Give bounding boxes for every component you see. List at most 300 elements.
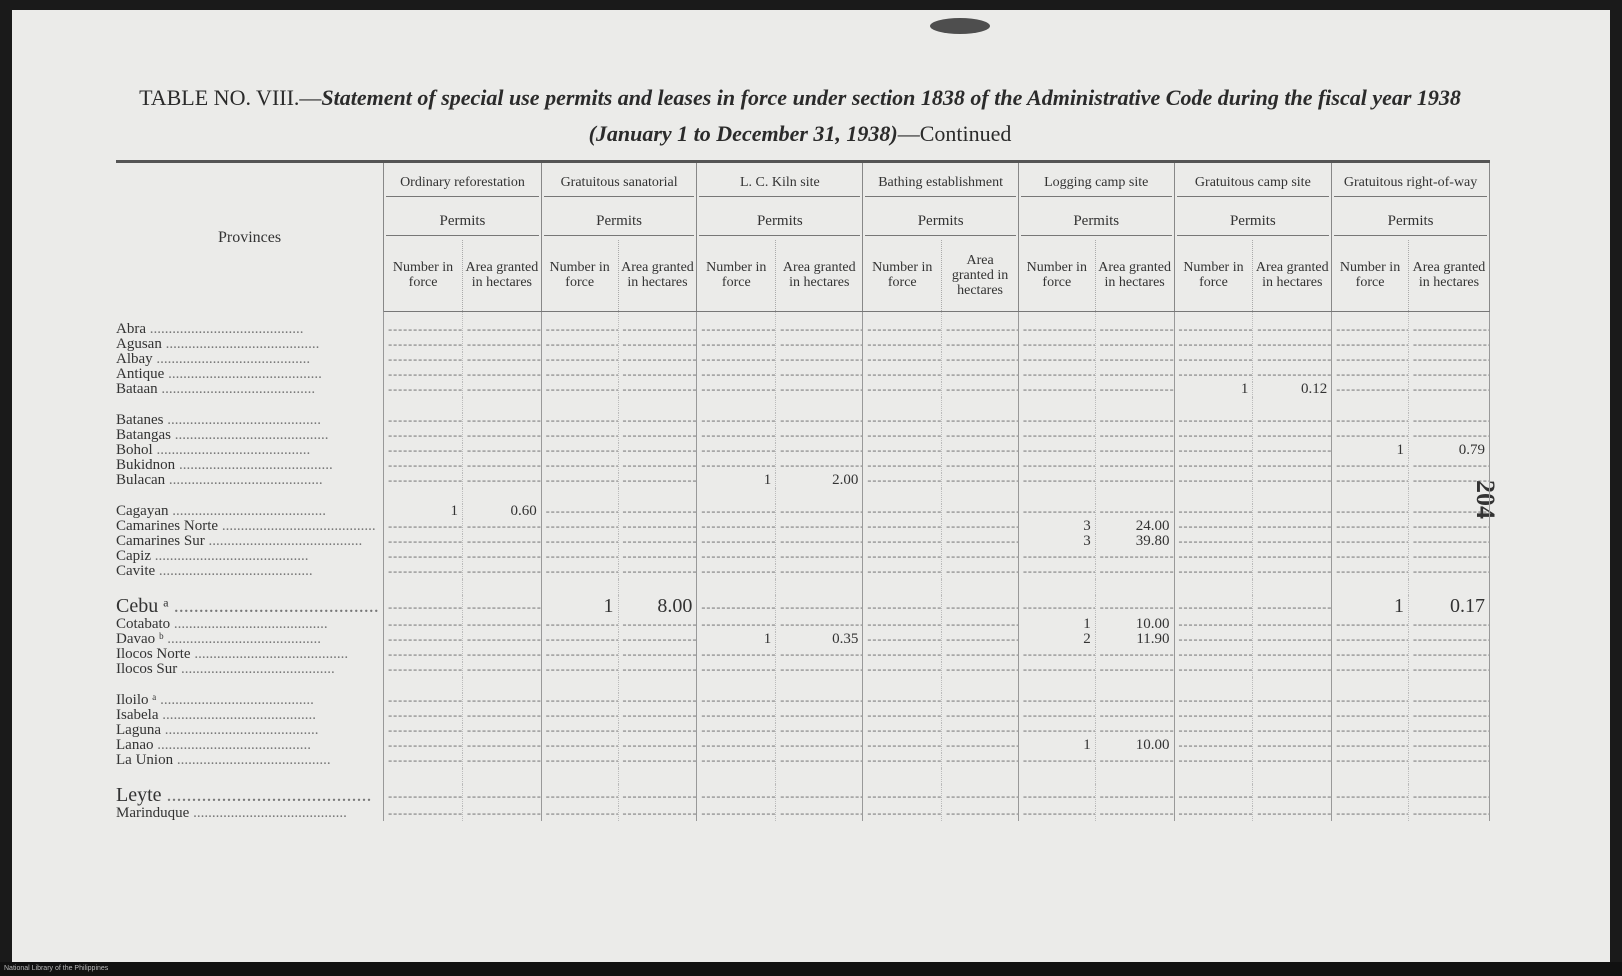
number-in-force-cell	[541, 632, 618, 647]
number-in-force-cell	[1174, 784, 1253, 806]
number-in-force-cell	[384, 428, 463, 443]
area-granted-cell	[618, 723, 697, 738]
area-granted-cell	[618, 337, 697, 352]
number-in-force-cell	[863, 662, 942, 677]
number-in-force-cell	[1174, 662, 1253, 677]
area-granted-cell	[618, 352, 697, 367]
number-in-force-cell	[697, 337, 776, 352]
area-granted-cell	[1253, 413, 1332, 428]
permits-header: Permits	[1018, 210, 1174, 240]
area-granted-cell: 0.60	[462, 504, 541, 519]
number-in-force-cell: 1	[697, 632, 776, 647]
area-granted-cell	[942, 617, 1019, 632]
area-granted-cell	[618, 367, 697, 382]
number-in-force-cell	[697, 662, 776, 677]
page-number: 204	[1471, 480, 1500, 519]
number-in-force-cell	[1332, 708, 1409, 723]
area-granted-cell	[618, 708, 697, 723]
number-in-force-cell	[1174, 693, 1253, 708]
area-granted-cell	[462, 806, 541, 821]
area-granted-cell	[1408, 504, 1489, 519]
permits-header: Permits	[1332, 210, 1490, 240]
area-granted-cell	[942, 382, 1019, 397]
province-name: La Union .....	[116, 753, 384, 768]
area-granted-cell	[1253, 595, 1332, 617]
number-in-force-cell	[863, 806, 942, 821]
number-in-force-cell	[863, 784, 942, 806]
area-granted-cell	[776, 534, 863, 549]
area-granted-cell: 39.80	[1095, 534, 1174, 549]
number-in-force-cell	[1018, 708, 1095, 723]
area-granted-cell	[942, 632, 1019, 647]
number-in-force-cell	[541, 564, 618, 579]
number-in-force-cell	[1018, 504, 1095, 519]
area-granted-cell	[1253, 693, 1332, 708]
area-granted-cell	[618, 784, 697, 806]
number-in-force-cell	[541, 519, 618, 534]
number-in-force-header: Number in force	[1174, 240, 1253, 312]
area-granted-cell	[1253, 647, 1332, 662]
number-in-force-cell: 1	[1174, 382, 1253, 397]
area-granted-cell	[1408, 617, 1489, 632]
number-in-force-cell	[384, 595, 463, 617]
number-in-force-cell	[1332, 473, 1409, 488]
province-name: Ilocos Sur .....	[116, 662, 384, 677]
area-granted-cell	[462, 595, 541, 617]
group-header: Gratuitous right-of-way	[1332, 162, 1490, 210]
permits-header: Permits	[863, 210, 1019, 240]
number-in-force-cell	[1174, 708, 1253, 723]
area-granted-cell: 10.00	[1095, 617, 1174, 632]
number-in-force-cell	[1018, 595, 1095, 617]
area-granted-cell	[1095, 504, 1174, 519]
number-in-force-cell	[541, 473, 618, 488]
number-in-force-cell	[1018, 367, 1095, 382]
area-granted-cell	[462, 382, 541, 397]
area-granted-cell	[1408, 534, 1489, 549]
table-row	[116, 708, 1490, 723]
area-granted-cell	[618, 443, 697, 458]
number-in-force-cell	[384, 564, 463, 579]
area-granted-cell	[1253, 617, 1332, 632]
number-in-force-cell	[1174, 367, 1253, 382]
area-granted-cell	[1408, 784, 1489, 806]
group-header-row	[116, 162, 1490, 210]
number-in-force-cell	[1174, 753, 1253, 768]
number-in-force-cell	[1174, 443, 1253, 458]
number-in-force-cell	[697, 413, 776, 428]
area-granted-cell	[618, 806, 697, 821]
area-granted-cell	[942, 312, 1019, 338]
table-row	[116, 632, 1490, 647]
area-granted-cell	[1095, 443, 1174, 458]
area-granted-cell	[462, 662, 541, 677]
area-granted-cell	[1408, 723, 1489, 738]
area-granted-cell	[942, 693, 1019, 708]
number-in-force-cell	[863, 753, 942, 768]
number-in-force-cell	[1174, 352, 1253, 367]
number-in-force-cell	[863, 534, 942, 549]
group-header: Bathing establishment	[863, 162, 1019, 210]
number-in-force-cell	[1332, 458, 1409, 473]
number-in-force-cell	[1018, 458, 1095, 473]
area-granted-cell	[776, 312, 863, 338]
number-in-force-cell	[697, 723, 776, 738]
number-in-force-cell: 1	[1332, 595, 1409, 617]
number-in-force-cell	[1174, 632, 1253, 647]
area-granted-cell: 10.00	[1095, 738, 1174, 753]
number-in-force-cell	[1018, 443, 1095, 458]
permits-header: Permits	[384, 210, 542, 240]
number-in-force-cell	[1332, 753, 1409, 768]
area-granted-cell	[618, 504, 697, 519]
area-granted-cell	[1095, 549, 1174, 564]
number-in-force-cell	[384, 534, 463, 549]
area-granted-cell	[1095, 337, 1174, 352]
province-name: Camarines Sur .....	[116, 534, 384, 549]
number-in-force-cell	[541, 753, 618, 768]
number-in-force-cell	[1018, 337, 1095, 352]
number-in-force-cell	[1332, 382, 1409, 397]
table-row	[116, 723, 1490, 738]
number-in-force-cell	[541, 617, 618, 632]
area-granted-cell	[1408, 662, 1489, 677]
area-granted-cell	[776, 367, 863, 382]
title-italic: Statement of special use permits and leases in force under section 1838 of the Administrative Code during the fiscal year 1938 (January 1 to December 31, 1938)	[321, 85, 1461, 146]
number-in-force-cell	[541, 693, 618, 708]
table-row	[116, 443, 1490, 458]
area-granted-cell	[1253, 312, 1332, 338]
number-in-force-cell	[384, 352, 463, 367]
area-granted-cell	[1095, 708, 1174, 723]
province-name: Cavite .....	[116, 564, 384, 579]
area-granted-cell	[618, 413, 697, 428]
area-granted-cell	[1408, 753, 1489, 768]
number-in-force-cell	[1018, 549, 1095, 564]
area-granted-cell	[1408, 428, 1489, 443]
area-granted-cell	[1253, 708, 1332, 723]
number-in-force-cell	[384, 473, 463, 488]
area-granted-cell	[776, 595, 863, 617]
group-spacer-row	[116, 579, 1490, 595]
number-in-force-cell	[863, 549, 942, 564]
table-row	[116, 753, 1490, 768]
province-name: Batanes .....	[116, 413, 384, 428]
province-name: Antique .....	[116, 367, 384, 382]
province-name: Davao ᵇ .....	[116, 632, 384, 647]
area-granted-cell	[1408, 693, 1489, 708]
number-in-force-cell	[863, 693, 942, 708]
number-in-force-cell	[1174, 564, 1253, 579]
area-granted-cell	[942, 367, 1019, 382]
area-granted-cell	[462, 784, 541, 806]
group-header: Gratuitous camp site	[1174, 162, 1332, 210]
number-in-force-cell	[1332, 738, 1409, 753]
number-in-force-header: Number in force	[1332, 240, 1409, 312]
area-granted-cell: 2.00	[776, 473, 863, 488]
number-in-force-cell	[697, 504, 776, 519]
area-granted-cell: 0.12	[1253, 382, 1332, 397]
number-in-force-cell	[1332, 632, 1409, 647]
province-name: Bulacan .....	[116, 473, 384, 488]
area-granted-cell	[942, 458, 1019, 473]
table-row	[116, 367, 1490, 382]
area-granted-cell	[1095, 352, 1174, 367]
area-granted-cell	[942, 337, 1019, 352]
number-in-force-cell	[1332, 428, 1409, 443]
area-granted-cell	[776, 337, 863, 352]
area-granted-cell	[1095, 312, 1174, 338]
table-title	[110, 80, 1490, 152]
area-granted-cell	[462, 458, 541, 473]
number-in-force-header: Number in force	[384, 240, 463, 312]
table-row	[116, 458, 1490, 473]
area-granted-cell	[462, 367, 541, 382]
number-in-force-cell	[1174, 428, 1253, 443]
area-granted-cell	[1253, 337, 1332, 352]
province-name: Camarines Norte .....	[116, 519, 384, 534]
area-granted-cell	[942, 564, 1019, 579]
group-spacer-row	[116, 397, 1490, 413]
number-in-force-header: Number in force	[541, 240, 618, 312]
number-in-force-cell	[1174, 647, 1253, 662]
number-in-force-cell	[384, 662, 463, 677]
area-granted-cell	[1408, 738, 1489, 753]
area-granted-cell	[1408, 367, 1489, 382]
province-name: Batangas .....	[116, 428, 384, 443]
number-in-force-cell	[697, 738, 776, 753]
area-granted-cell	[1253, 458, 1332, 473]
number-in-force-cell: 1	[541, 595, 618, 617]
area-granted-cell	[1253, 443, 1332, 458]
area-granted-cell	[1095, 647, 1174, 662]
area-granted-cell	[1095, 784, 1174, 806]
number-in-force-cell	[384, 458, 463, 473]
area-granted-cell	[1095, 413, 1174, 428]
number-in-force-cell	[384, 367, 463, 382]
number-in-force-cell	[1332, 352, 1409, 367]
area-granted-cell	[462, 617, 541, 632]
area-granted-cell	[462, 738, 541, 753]
number-in-force-cell	[1018, 352, 1095, 367]
number-in-force-cell	[384, 806, 463, 821]
area-granted-cell	[618, 738, 697, 753]
area-granted-cell	[776, 458, 863, 473]
table-row	[116, 693, 1490, 708]
table-row	[116, 549, 1490, 564]
number-in-force-cell	[541, 312, 618, 338]
number-in-force-cell	[541, 458, 618, 473]
number-in-force-cell: 1	[1018, 738, 1095, 753]
area-granted-cell	[776, 738, 863, 753]
area-granted-cell	[776, 753, 863, 768]
area-granted-cell	[1408, 647, 1489, 662]
number-in-force-cell	[541, 723, 618, 738]
area-granted-cell	[618, 662, 697, 677]
number-in-force-cell	[1018, 382, 1095, 397]
table-row	[116, 647, 1490, 662]
number-in-force-cell	[1174, 312, 1253, 338]
number-in-force-cell	[697, 352, 776, 367]
area-granted-cell	[618, 647, 697, 662]
number-in-force-cell	[1174, 504, 1253, 519]
area-granted-cell	[618, 428, 697, 443]
area-granted-cell	[618, 382, 697, 397]
province-name: Bukidnon .....	[116, 458, 384, 473]
area-granted-cell	[942, 519, 1019, 534]
area-granted-header: Area granted in hectares	[942, 240, 1019, 312]
area-granted-cell	[776, 443, 863, 458]
number-in-force-cell	[541, 367, 618, 382]
number-in-force-cell	[1018, 753, 1095, 768]
area-granted-cell	[462, 428, 541, 443]
province-name: Abra .....	[116, 312, 384, 338]
number-in-force-cell	[541, 738, 618, 753]
number-in-force-cell	[697, 595, 776, 617]
area-granted-header: Area granted in hectares	[1253, 240, 1332, 312]
number-in-force-cell	[384, 693, 463, 708]
area-granted-cell	[1408, 458, 1489, 473]
number-in-force-cell	[863, 647, 942, 662]
number-in-force-cell	[1174, 519, 1253, 534]
area-granted-cell	[1095, 662, 1174, 677]
number-in-force-cell	[697, 564, 776, 579]
number-in-force-cell	[863, 504, 942, 519]
number-in-force-cell	[863, 443, 942, 458]
area-granted-cell	[618, 473, 697, 488]
area-granted-cell	[776, 693, 863, 708]
number-in-force-cell	[1018, 413, 1095, 428]
number-in-force-cell	[1018, 647, 1095, 662]
area-granted-cell: 8.00	[618, 595, 697, 617]
number-in-force-cell	[697, 443, 776, 458]
province-name: Bohol .....	[116, 443, 384, 458]
number-in-force-cell	[1332, 647, 1409, 662]
number-in-force-cell	[863, 458, 942, 473]
number-in-force-cell	[1018, 312, 1095, 338]
number-in-force-cell	[697, 647, 776, 662]
number-in-force-cell	[863, 382, 942, 397]
province-name: Cotabato .....	[116, 617, 384, 632]
number-in-force-cell	[541, 708, 618, 723]
number-in-force-header: Number in force	[863, 240, 942, 312]
area-granted-cell	[618, 617, 697, 632]
title-trail: —Continued	[897, 121, 1012, 146]
number-in-force-cell: 1	[697, 473, 776, 488]
number-in-force-cell	[863, 428, 942, 443]
area-granted-cell	[618, 632, 697, 647]
area-granted-cell	[618, 312, 697, 338]
area-granted-cell: 0.17	[1408, 595, 1489, 617]
number-in-force-cell	[697, 784, 776, 806]
area-granted-cell	[462, 647, 541, 662]
area-granted-cell	[462, 473, 541, 488]
table-row	[116, 662, 1490, 677]
area-granted-cell	[1408, 382, 1489, 397]
area-granted-cell	[1253, 723, 1332, 738]
number-in-force-cell	[863, 312, 942, 338]
area-granted-cell	[1253, 806, 1332, 821]
area-granted-cell	[776, 428, 863, 443]
table-body	[116, 312, 1490, 822]
number-in-force-cell	[863, 595, 942, 617]
table-row	[116, 784, 1490, 806]
area-granted-cell	[618, 458, 697, 473]
area-granted-cell	[1408, 564, 1489, 579]
number-in-force-cell	[1174, 413, 1253, 428]
number-in-force-cell	[1332, 549, 1409, 564]
table-row	[116, 337, 1490, 352]
area-granted-cell	[1095, 458, 1174, 473]
number-in-force-cell	[697, 693, 776, 708]
number-in-force-cell	[1332, 784, 1409, 806]
area-granted-cell	[1253, 753, 1332, 768]
number-in-force-cell	[697, 367, 776, 382]
group-spacer-row	[116, 677, 1490, 693]
area-granted-cell	[1095, 473, 1174, 488]
number-in-force-cell	[697, 753, 776, 768]
permits-header: Permits	[697, 210, 863, 240]
number-in-force-cell	[863, 413, 942, 428]
area-granted-cell	[776, 382, 863, 397]
number-in-force-cell	[1018, 564, 1095, 579]
number-in-force-cell	[1174, 806, 1253, 821]
area-granted-cell	[618, 564, 697, 579]
area-granted-cell	[776, 617, 863, 632]
area-granted-cell	[942, 595, 1019, 617]
area-granted-cell	[1408, 708, 1489, 723]
area-granted-cell	[462, 534, 541, 549]
province-name: Isabela .....	[116, 708, 384, 723]
area-granted-header: Area granted in hectares	[618, 240, 697, 312]
province-name: Laguna .....	[116, 723, 384, 738]
area-granted-cell	[942, 352, 1019, 367]
number-in-force-cell	[1332, 806, 1409, 821]
group-header: L. C. Kiln site	[697, 162, 863, 210]
area-granted-cell	[1253, 564, 1332, 579]
number-in-force-cell	[1018, 784, 1095, 806]
area-granted-cell: 0.79	[1408, 443, 1489, 458]
number-in-force-cell	[863, 519, 942, 534]
number-in-force-cell	[1332, 413, 1409, 428]
number-in-force-cell	[1174, 534, 1253, 549]
number-in-force-cell	[384, 617, 463, 632]
table-row	[116, 519, 1490, 534]
number-in-force-cell	[541, 352, 618, 367]
province-name: Leyte .....	[116, 784, 384, 806]
area-granted-cell: 24.00	[1095, 519, 1174, 534]
number-in-force-cell	[863, 367, 942, 382]
number-in-force-cell	[1174, 337, 1253, 352]
area-granted-cell	[1253, 367, 1332, 382]
provinces-header: Provinces	[116, 162, 384, 312]
area-granted-cell	[1408, 352, 1489, 367]
area-granted-cell	[1253, 519, 1332, 534]
number-in-force-cell	[1174, 473, 1253, 488]
province-name: Bataan .....	[116, 382, 384, 397]
table-row	[116, 352, 1490, 367]
area-granted-cell	[462, 564, 541, 579]
number-in-force-cell	[1018, 428, 1095, 443]
area-granted-cell	[776, 413, 863, 428]
area-granted-header: Area granted in hectares	[776, 240, 863, 312]
province-name: Capiz .....	[116, 549, 384, 564]
area-granted-cell	[1253, 738, 1332, 753]
title-lead: TABLE NO. VIII.	[139, 85, 300, 110]
area-granted-cell	[618, 534, 697, 549]
area-granted-cell	[618, 693, 697, 708]
area-granted-cell	[1253, 632, 1332, 647]
